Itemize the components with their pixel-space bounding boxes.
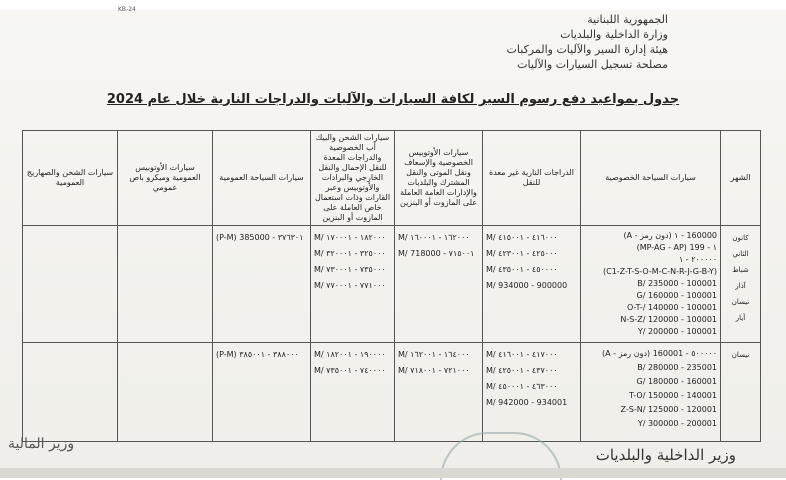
plate-range: Y/ 300000 - 200001 xyxy=(637,419,717,428)
page-edge-shadow xyxy=(0,468,786,478)
plate-range: M/ ١٦٢٠٠٠ - ١٦٠٠٠١ xyxy=(398,233,470,242)
plate-range: M/ ٤٢٥٠٠٠ - ٤٢٣٠٠١ xyxy=(486,249,558,258)
private-tourism-cell xyxy=(581,226,721,343)
signature-finance-minister: وزير المالية xyxy=(8,436,75,452)
plate-range: O-T-/ 140000 - 100001 xyxy=(627,303,717,312)
plate-range: (A - دون رمز) 160000 - ١ xyxy=(623,231,717,240)
public-trucks-cell xyxy=(23,343,118,442)
letterhead xyxy=(507,12,668,72)
header-trucks: سيارات الشحن والبيك أب الخصوصية والدراجات المعدة للنقل الإحمال والنقل الخارجي والبرادات والأوتوبيس وعبر القارات وذات استعمال خاص العاملة على المازوت أو البنزين xyxy=(311,131,395,226)
private-bus-cell xyxy=(395,343,483,442)
month-label: أيار xyxy=(735,314,746,322)
header-motorcycles: الدراجات النارية غير معدة للنقل xyxy=(483,131,581,226)
plate-range: G/ 180000 - 160001 xyxy=(636,377,717,386)
header-public-tourism: سيارات السياحة العمومية xyxy=(213,131,311,226)
header-private-bus: سيارات الأوتوبيس الخصوصية والإسعاف ونقل الموتى والنقل المشترك والبلديات والإدارات العامة العاملة على المازوت أو البنزين xyxy=(395,131,483,226)
plate-range: T-O/ 150000 - 140001 xyxy=(629,391,717,400)
motorcycles-cell xyxy=(483,226,581,343)
plate-range: B/ 280000 - 235001 xyxy=(637,363,717,372)
trucks-cell xyxy=(311,343,395,442)
header-public-trucks: سيارات الشحن والصهاريج العمومية xyxy=(23,131,118,226)
public-tourism-cell xyxy=(213,343,311,442)
month-label: شباط xyxy=(732,266,749,274)
plate-range: (A - دون رمز) ٥٠٠٠٠٠ - 160001 xyxy=(602,349,717,358)
plate-range: M/ ٤٥٠٠٠٠ - ٤٣٥٠٠١ xyxy=(486,265,558,274)
plate-range: M/ ٤٦٣٠٠٠ - ٤٥٠٠٠١ xyxy=(486,382,558,391)
month-label: نيسان xyxy=(731,351,750,359)
plate-range: M/ ٧٤٠٠٠٠ - ٧٣٥٠٠١ xyxy=(314,366,386,375)
letterhead-line: وزارة الداخلية والبلديات xyxy=(560,28,668,41)
header-private-tourism: سيارات السياحة الخصوصية xyxy=(581,131,721,226)
letterhead-line: الجمهورية اللبنانية xyxy=(587,13,668,26)
plate-range: M/ 718000 - ٧١٥٠٠١ xyxy=(398,249,475,258)
plate-range: ٢٠٠٠٠٠ - ١ xyxy=(678,255,717,264)
plate-range: M/ ١٦٤٠٠٠ - ١٦٢٠٠١ xyxy=(398,350,470,359)
plate-range: M/ ٤٣٧٠٠٠ - ٤٢٥٠٠١ xyxy=(486,366,558,375)
fees-schedule-table xyxy=(22,130,761,442)
plate-range: (P-M) ٣٨٨٠٠٠ - ٣٨٥٠٠١ xyxy=(216,350,299,359)
plate-range: M/ ١٨٢٠٠٠ - ١٧٠٠٠١ xyxy=(314,233,386,242)
header-month: الشهر xyxy=(721,131,761,226)
plate-range: M/ 942000 - 934001 xyxy=(486,398,568,407)
table-row xyxy=(23,343,761,442)
document-title: جدول بمواعيد دفع رسوم السير لكافة السيارات والآليات والدراجات النارية خلال عام 2024 xyxy=(106,92,680,107)
plate-range: M/ ٧٢١٠٠٠ - ٧١٨٠٠١ xyxy=(398,366,470,375)
letterhead-line: مصلحة تسجيل السيارات والآليات xyxy=(517,58,668,71)
public-bus-cell xyxy=(118,226,213,343)
plate-range: Y/ 200000 - 100001 xyxy=(637,327,717,336)
plate-range: (MP-AG - AP) 199 - ١ xyxy=(636,243,717,252)
month-label: كانون الثاني xyxy=(732,234,749,258)
header-public-bus: سيارات الأوتوبيس العمومية وميكرو باص عمومي xyxy=(118,131,213,226)
public-tourism-cell xyxy=(213,226,311,343)
corner-code: KB-24 xyxy=(118,6,136,13)
public-trucks-cell xyxy=(23,226,118,343)
public-bus-cell xyxy=(118,343,213,442)
private-tourism-cell xyxy=(581,343,721,442)
plate-range: M/ ٧٣٥٠٠٠ - ٧٣٠٠٠١ xyxy=(314,265,386,274)
plate-range: N-S-Z/ 120000 - 100001 xyxy=(620,315,717,324)
plate-range: M/ ٤١٧٠٠٠ - ٤١٦٠٠١ xyxy=(486,350,558,359)
month-cell xyxy=(721,226,761,343)
table-row xyxy=(23,226,761,343)
table-header-row xyxy=(23,131,761,226)
trucks-cell xyxy=(311,226,395,343)
letterhead-line: هيئة إدارة السير والآليات والمركبات xyxy=(506,43,668,56)
private-bus-cell xyxy=(395,226,483,343)
plate-range: (P-M) 385000 - ٣٧٦٣٠١ xyxy=(216,233,304,242)
plate-range: G/ 160000 - 100001 xyxy=(636,291,717,300)
plate-range: M/ 934000 - 900000 xyxy=(486,281,568,290)
month-label: آذار xyxy=(735,282,746,290)
plate-range: M/ ٧٧١٠٠٠ - ٧٧٠٠٠١ xyxy=(314,281,386,290)
plate-range: M/ ٤١٦٠٠٠ - ٤١٥٠٠١ xyxy=(486,233,558,242)
plate-range: (C1-Z-T-S-O-M-C-N-R-J-G-B-Y) xyxy=(603,267,717,276)
signature-interior-minister: وزير الداخلية والبلديات xyxy=(595,446,736,464)
plate-range: B/ 235000 - 100001 xyxy=(637,279,717,288)
motorcycles-cell xyxy=(483,343,581,442)
plate-range: M/ ٣٢٥٠٠٠ - ٣٢٠٠٠١ xyxy=(314,249,386,258)
month-cell xyxy=(721,343,761,442)
plate-range: Z-S-N/ 125000 - 120001 xyxy=(620,405,717,414)
month-label: نيسان xyxy=(731,298,750,306)
plate-range: M/ ١٩٠٠٠٠ - ١٨٢٠٠١ xyxy=(314,350,386,359)
